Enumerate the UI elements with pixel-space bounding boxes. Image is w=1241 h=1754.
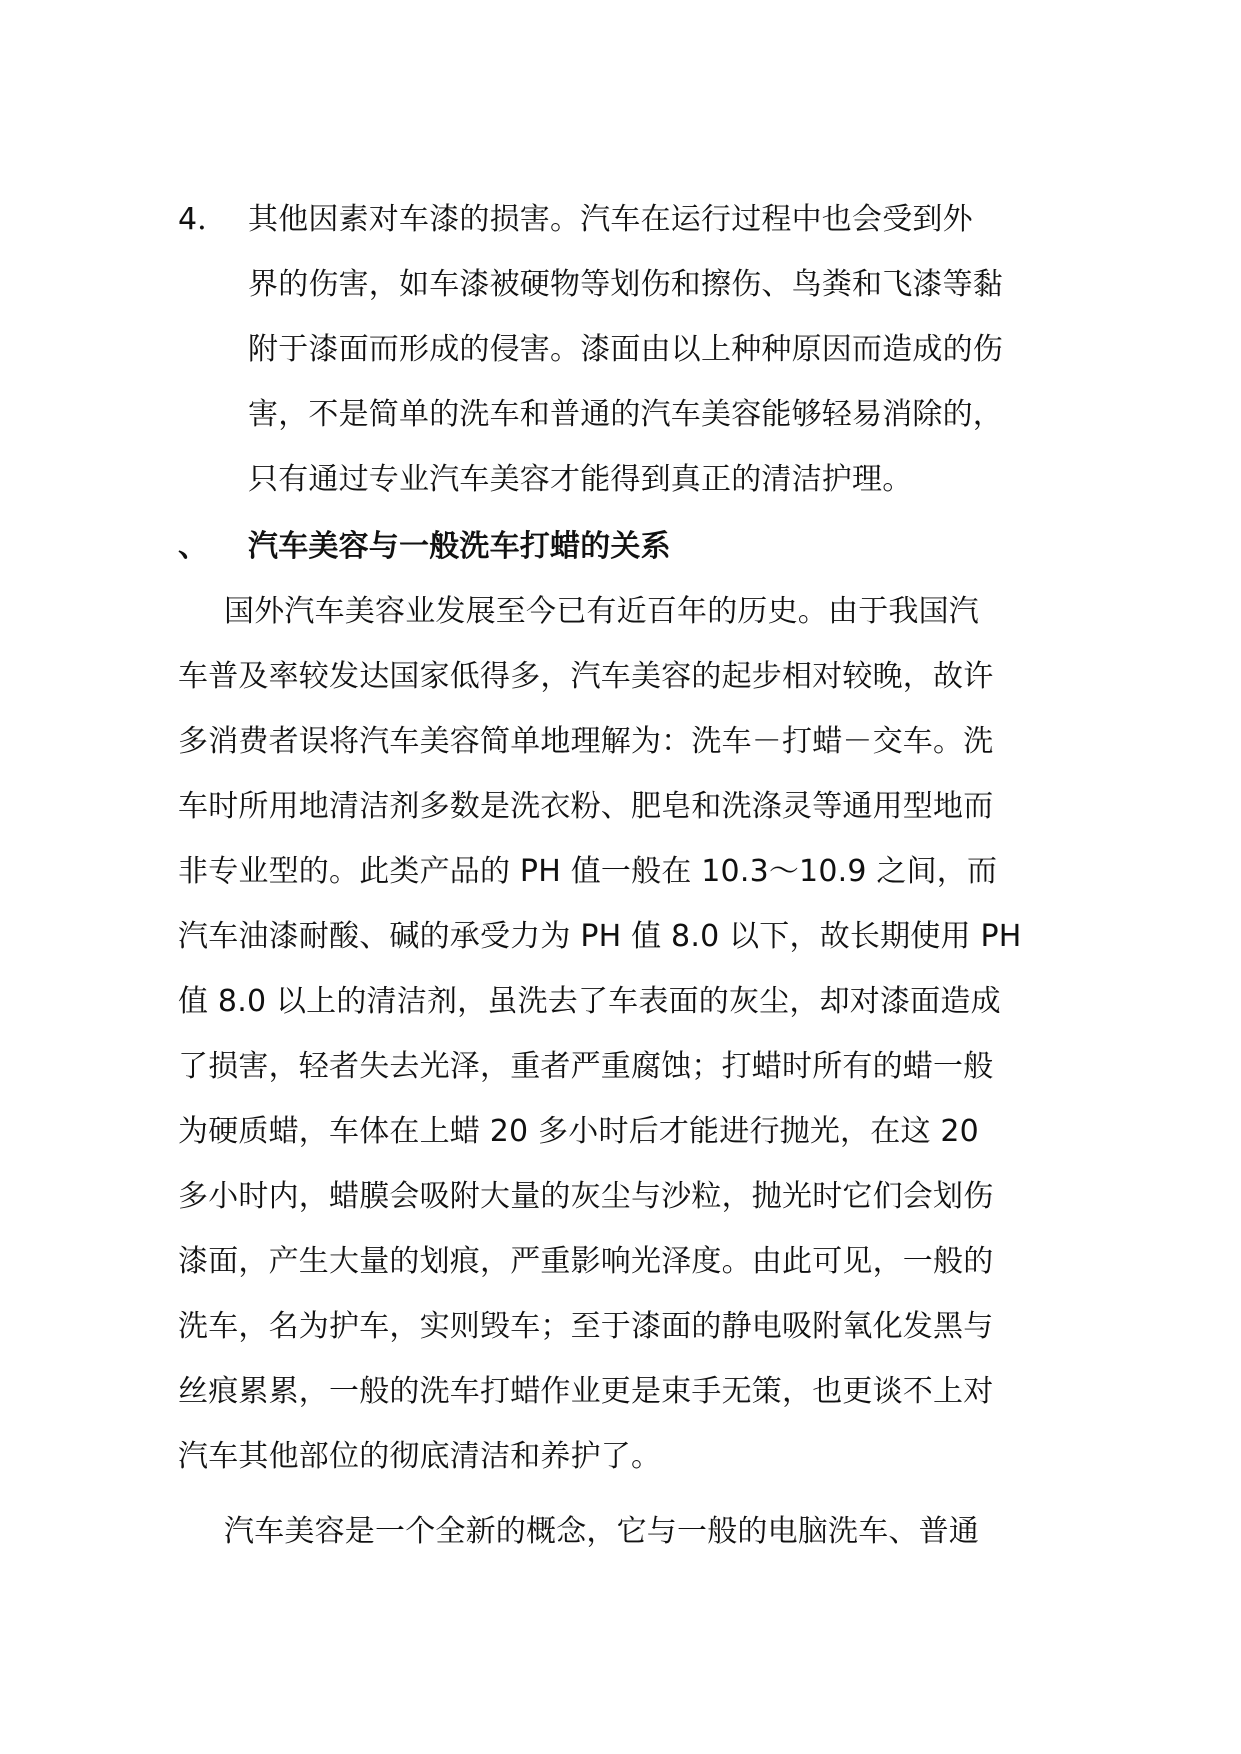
text-line: 了损害，轻者失去光泽，重者严重腐蚀；打蜡时所有的蜡一般: [178, 1049, 994, 1084]
text-line: 汽车美容是一个全新的概念，它与一般的电脑洗车、普通: [224, 1514, 979, 1549]
text-line: 只有通过专业汽车美容才能得到真正的清洁护理。: [248, 462, 913, 497]
document-body: [178, 187, 1068, 1564]
heading-mark: 、: [178, 529, 209, 564]
text-line: 害，不是简单的洗车和普通的汽车美容能够轻易消除的，: [248, 397, 1003, 432]
text-line: 洗车，名为护车，实则毁车；至于漆面的静电吸附氧化发黑与: [178, 1309, 994, 1344]
paragraph-1: [178, 579, 1068, 1489]
paragraph-2: [178, 1499, 1068, 1564]
text-line: 附于漆面而形成的侵害。漆面由以上种种原因而造成的伤: [248, 332, 1003, 367]
heading-title: 汽车美容与一般洗车打蜡的关系: [248, 529, 671, 564]
text-line: 车普及率较发达国家低得多，汽车美容的起步相对较晚，故许: [178, 659, 994, 694]
section-heading: [178, 514, 1068, 579]
text-line: 为硬质蜡，车体在上蜡 20 多小时后才能进行抛光，在这 20: [178, 1114, 979, 1149]
text-line: 车时所用地清洁剂多数是洗衣粉、肥皂和洗涤灵等通用型地而: [178, 789, 994, 824]
text-line: 汽车油漆耐酸、碱的承受力为 PH 值 8.0 以下，故长期使用 PH: [178, 919, 1022, 954]
list-number: 4．: [178, 202, 228, 237]
text-line: 其他因素对车漆的损害。汽车在运行过程中也会受到外: [248, 202, 973, 237]
text-line: 国外汽车美容业发展至今已有近百年的历史。由于我国汽: [224, 594, 979, 629]
text-line: 多小时内，蜡膜会吸附大量的灰尘与沙粒，抛光时它们会划伤: [178, 1179, 994, 1214]
text-line: 汽车其他部位的彻底清洁和养护了。: [178, 1439, 662, 1474]
text-line: 漆面，产生大量的划痕，严重影响光泽度。由此可见，一般的: [178, 1244, 994, 1279]
list-item-4: [178, 187, 1068, 512]
text-line: 非专业型的。此类产品的 PH 值一般在 10.3～10.9 之间，而: [178, 854, 998, 889]
text-line: 多消费者误将汽车美容简单地理解为：洗车－打蜡－交车。洗: [178, 724, 994, 759]
text-line: 界的伤害，如车漆被硬物等划伤和擦伤、鸟粪和飞漆等黏: [248, 267, 1003, 302]
text-line: 丝痕累累，一般的洗车打蜡作业更是束手无策，也更谈不上对: [178, 1374, 994, 1409]
text-line: 值 8.0 以上的清洁剂，虽洗去了车表面的灰尘，却对漆面造成: [178, 984, 1001, 1019]
